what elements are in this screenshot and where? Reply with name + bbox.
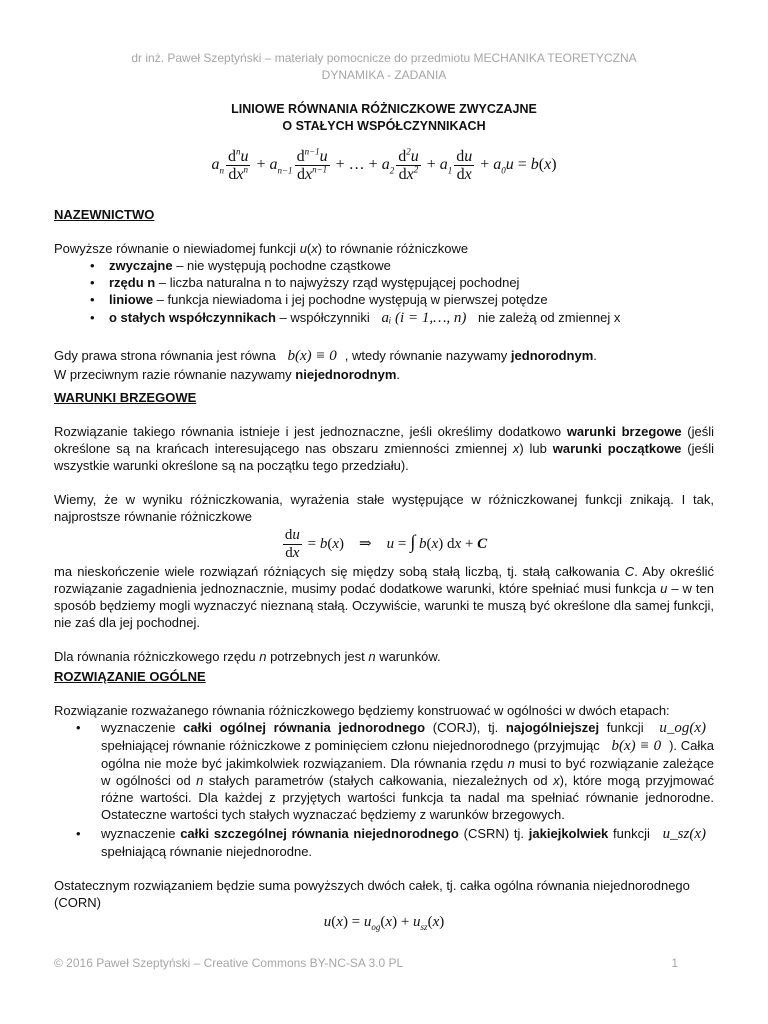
boundary-paragraph-3: ma nieskończenie wiele rozwiązań różniących się między sobą stałą liczbą, tj. stałą całkowania C. Aby określić rozwiązanie zagadnienia jednoznacznie, musimy podać dodatkowe warunki, które spełniać musi funkcja u – w ten sposób będziemy mogli wyznaczyć nieznaną stałą. Oczywiście, warunki te muszą być określone dla samej funkcji, nie zaś dla jej pochodnej.	[54, 564, 715, 630]
title-line-2: O STAŁYCH WSPÓŁCZYNNIKACH	[282, 119, 486, 133]
section-heading-nomenclature: NAZEWNICTWO	[54, 207, 155, 222]
section-boundary	[54, 389, 714, 665]
solution-steps-list	[54, 719, 714, 860]
section-nomenclature	[54, 206, 714, 383]
simple-equation: $\frac{du}{dx}$ = b(x) ⇒ u = ∫ b(x) dx + C	[284, 527, 488, 561]
section-solution	[54, 668, 714, 931]
list-item: • wyznaczenie całki ogólnej równania jednorodnego (CORJ), tj. najogólniejszej funkcji u_og(x) spełniającej równanie różniczkowe z pominięciem członu niejednorodnego (przyjmując b(x) ≡ 0 ). Całka ogólna nie może być jakimkolwiek rozwiązaniem. Dla równania rzędu n musi to być rozwiązanie zależące w ogólności od n stałych parametrów (stałych całkowania, niezależnych od x), które mogą przyjmować różne wartości. Dla każdej z przyjętych wartości funkcja ta nadal ma spełniać równanie jednorodne. Ostateczne wartości tych stałych wyznaczać będziemy z warunków brzegowych.	[54, 719, 714, 823]
boundary-paragraph-1: Rozwiązanie takiego równania istnieje i jest jednoznaczne, jeśli określimy dodatkowo warunki brzegowe (jeśli określone są na krańcach interesującego nas obszaru zmienności zmiennej x) lub warunki początkowe (jeśli wszystkie warunki określone są na początku tego przedziału).	[54, 424, 715, 473]
list-item: • zwyczajne – nie występują pochodne cząstkowe	[54, 257, 714, 274]
section-heading-boundary: WARUNKI BRZEGOWE	[54, 390, 197, 405]
list-item: • wyznaczenie całki szczególnej równania niejednorodnego (CSRN) tj. jakiejkolwiek funkcji u_sz(x) spełniającą równanie niejednorodne.	[54, 825, 714, 860]
inhomogeneous-definition: W przeciwnym razie równanie nazywamy niejednorodnym.	[54, 367, 401, 382]
solution-final-paragraph: Ostatecznym rozwiązaniem będzie suma powyższych dwóch całek, tj. całka ogólna równania niejednorodnego (CORN)	[54, 878, 690, 910]
section-heading-solution: ROZWIĄZANIE OGÓLNE	[54, 669, 206, 684]
title-line-1: LINIOWE RÓWNANIA RÓŻNICZKOWE ZWYCZAJNE	[231, 102, 537, 116]
solution-intro: Rozwiązanie rozważanego równania różniczkowego będziemy konstruować w ogólności w dwóch etapach:	[54, 703, 670, 718]
homogeneous-definition: Gdy prawa strona równania jest równa b(x) ≡ 0 , wtedy równanie nazywamy jednorodnym.	[54, 348, 597, 364]
list-item: • rzędu n – liczba naturalna n to najwyższy rząd występującej pochodnej	[54, 274, 714, 291]
nomenclature-intro: Powyższe równanie o niewiadomej funkcji u(x) to równanie różniczkowe	[54, 241, 469, 256]
list-item: • liniowe – funkcja niewiadoma i jej pochodne występują w pierwszej potędze	[54, 291, 714, 308]
page-number: 1	[671, 956, 678, 970]
header-line-2: DYNAMIKA - ZADANIA	[321, 68, 447, 82]
page-footer	[54, 956, 678, 970]
final-solution-equation: $u(x) = u_{og}(x) + u_{sz}(x)$	[323, 914, 445, 932]
boundary-paragraph-4: Dla równania różniczkowego rzędu n potrzebnych jest n warunków.	[54, 649, 441, 664]
document-title	[0, 101, 768, 135]
list-item: • o stałych współczynnikach – współczynniki aᵢ (i = 1,…, n) nie zależą od zmiennej x	[54, 308, 714, 328]
main-equation: $a_n$ $\frac{d^nu}{dx^n}$ + $a_{n-1}$ $\frac{d^{n-1}u}{dx^{n-1}}$ + … + $a_2$ $\frac{d^2u}{dx^2}$ + $a_1$ $\frac{du}{dx}$ + $a_0u = b(x)$	[211, 146, 557, 183]
page-header	[0, 50, 768, 84]
nomenclature-list	[54, 257, 714, 328]
footer-copyright: © 2016 Paweł Szeptyński – Creative Commons BY-NC-SA 3.0 PL	[54, 956, 404, 970]
header-line-1: dr inż. Paweł Szeptyński – materiały pomocnicze do przedmiotu MECHANIKA TEORETYCZNA	[131, 51, 637, 65]
boundary-paragraph-2: Wiemy, że w wyniku różniczkowania, wyrażenia stałe występujące w różniczkowanej funkcji znikają. I tak, najprostsze równanie różniczkowe	[54, 492, 714, 524]
